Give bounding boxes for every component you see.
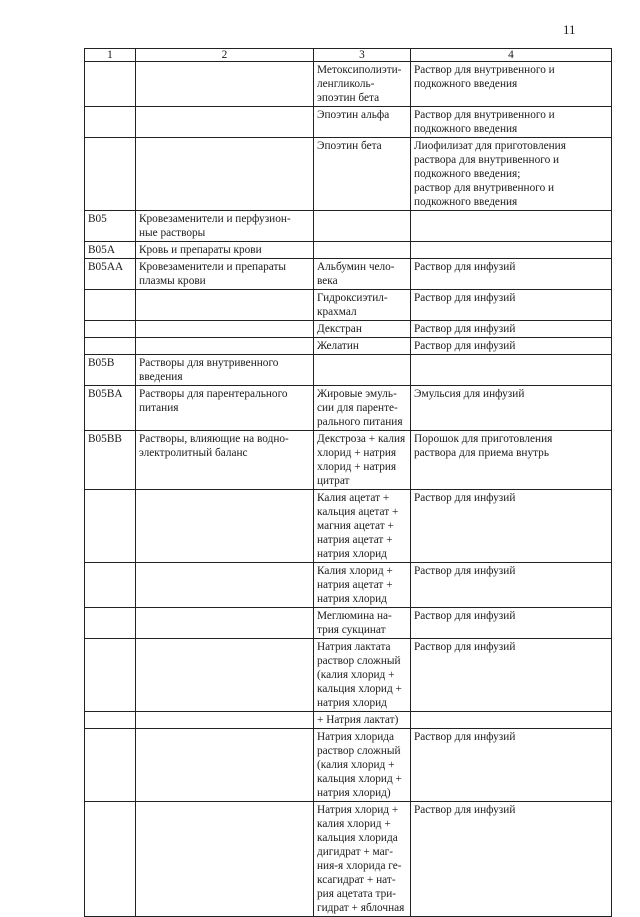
atc-code-cell (85, 290, 136, 321)
group-name-cell (136, 321, 314, 338)
table-row (85, 290, 612, 321)
group-name-cell (136, 290, 314, 321)
group-name-cell: Кровезаменители и перфузион- ные растворы (136, 211, 314, 242)
atc-code-cell (85, 802, 136, 917)
atc-code-cell (85, 639, 136, 712)
substance-cell (314, 211, 411, 242)
group-name-cell (136, 107, 314, 138)
group-name-cell (136, 490, 314, 563)
dosage-form-cell: Раствор для инфузий (411, 290, 612, 321)
table-row (85, 355, 612, 386)
atc-code-cell: B05A (85, 242, 136, 259)
table-row (85, 107, 612, 138)
substance-cell: Декстроза + калия хлорид + натрия хлорид + натрия цитрат (314, 431, 411, 490)
dosage-form-cell: Раствор для инфузий (411, 639, 612, 712)
dosage-form-cell: Порошок для приготовления раствора для приема внутрь (411, 431, 612, 490)
table-row (85, 431, 612, 490)
atc-code-cell: B05AA (85, 259, 136, 290)
atc-code-cell (85, 712, 136, 729)
header-col-4: 4 (411, 49, 612, 62)
table-row (85, 490, 612, 563)
substance-cell: Гидроксиэтил- крахмал (314, 290, 411, 321)
group-name-cell: Кровезаменители и препараты плазмы крови (136, 259, 314, 290)
substance-cell: Калия хлорид + натрия ацетат + натрия хлорид (314, 563, 411, 608)
atc-code-cell: B05BB (85, 431, 136, 490)
group-name-cell (136, 138, 314, 211)
atc-code-cell (85, 338, 136, 355)
dosage-form-cell: Раствор для инфузий (411, 608, 612, 639)
table-row (85, 321, 612, 338)
atc-code-cell: B05B (85, 355, 136, 386)
atc-code-cell: B05BA (85, 386, 136, 431)
dosage-form-cell: Раствор для внутривенного и подкожного введения (411, 62, 612, 107)
substance-cell: Эпоэтин бета (314, 138, 411, 211)
header-col-2: 2 (136, 49, 314, 62)
dosage-form-cell: Эмульсия для инфузий (411, 386, 612, 431)
table-row (85, 802, 612, 917)
substance-cell: Метоксиполиэти- ленгликоль- эпоэтин бета (314, 62, 411, 107)
substance-cell: Альбумин чело- века (314, 259, 411, 290)
dosage-form-cell (411, 355, 612, 386)
substance-cell: Эпоэтин альфа (314, 107, 411, 138)
table-row (85, 729, 612, 802)
group-name-cell: Растворы, влияющие на водно- электролитный баланс (136, 431, 314, 490)
atc-code-cell: B05 (85, 211, 136, 242)
atc-code-cell (85, 563, 136, 608)
dosage-form-cell (411, 242, 612, 259)
table-row (85, 211, 612, 242)
group-name-cell (136, 338, 314, 355)
table-row (85, 138, 612, 211)
group-name-cell (136, 729, 314, 802)
table-row (85, 563, 612, 608)
substance-cell: Натрия хлорида раствор сложный (калия хлорид + кальция хлорид + натрия хлорид) (314, 729, 411, 802)
group-name-cell (136, 802, 314, 917)
substance-cell: Декстран (314, 321, 411, 338)
atc-code-cell (85, 107, 136, 138)
group-name-cell (136, 639, 314, 712)
group-name-cell: Растворы для внутривенного введения (136, 355, 314, 386)
group-name-cell: Кровь и препараты крови (136, 242, 314, 259)
dosage-form-cell: Раствор для внутривенного и подкожного введения (411, 107, 612, 138)
substance-cell: Меглюмина на- трия сукцинат (314, 608, 411, 639)
table-row (85, 62, 612, 107)
dosage-form-cell: Раствор для инфузий (411, 802, 612, 917)
atc-code-cell (85, 608, 136, 639)
substance-cell (314, 355, 411, 386)
atc-code-cell (85, 729, 136, 802)
header-col-1: 1 (85, 49, 136, 62)
substance-cell: Натрия лактата раствор сложный (калия хлорид + кальция хлорид + натрия хлорид (314, 639, 411, 712)
drug-table-body (85, 49, 612, 917)
dosage-form-cell: Раствор для инфузий (411, 321, 612, 338)
table-header-row (85, 49, 612, 62)
dosage-form-cell: Раствор для инфузий (411, 338, 612, 355)
substance-cell: Жировые эмуль- сии для паренте- рального питания (314, 386, 411, 431)
atc-code-cell (85, 138, 136, 211)
table-row (85, 259, 612, 290)
table-row (85, 639, 612, 712)
group-name-cell (136, 712, 314, 729)
substance-cell: Калия ацетат + кальция ацетат + магния ацетат + натрия ацетат + натрия хлорид (314, 490, 411, 563)
group-name-cell (136, 608, 314, 639)
group-name-cell (136, 563, 314, 608)
substance-cell (314, 242, 411, 259)
table-row (85, 608, 612, 639)
atc-code-cell (85, 62, 136, 107)
dosage-form-cell (411, 211, 612, 242)
dosage-form-cell: Раствор для инфузий (411, 563, 612, 608)
table-row (85, 712, 612, 729)
drug-table (84, 48, 612, 917)
header-col-3: 3 (314, 49, 411, 62)
table-row (85, 386, 612, 431)
group-name-cell (136, 62, 314, 107)
dosage-form-cell: Раствор для инфузий (411, 729, 612, 802)
dosage-form-cell (411, 712, 612, 729)
dosage-form-cell: Лиофилизат для приготовления раствора для внутривенного и подкожного введения; раствор для внутривенного и подкожного введения (411, 138, 612, 211)
atc-code-cell (85, 321, 136, 338)
substance-cell: Желатин (314, 338, 411, 355)
substance-cell: Натрия хлорид + калия хлорид + кальция хлорида дигидрат + маг- ния-я хлорида ге- ксагидрат + нат- рия ацетата три- гидрат + яблочная (314, 802, 411, 917)
substance-cell: + Натрия лактат) (314, 712, 411, 729)
dosage-form-cell: Раствор для инфузий (411, 490, 612, 563)
group-name-cell: Растворы для парентерального питания (136, 386, 314, 431)
dosage-form-cell: Раствор для инфузий (411, 259, 612, 290)
atc-code-cell (85, 490, 136, 563)
table-row (85, 338, 612, 355)
table-row (85, 242, 612, 259)
page-number: 11 (563, 22, 576, 37)
